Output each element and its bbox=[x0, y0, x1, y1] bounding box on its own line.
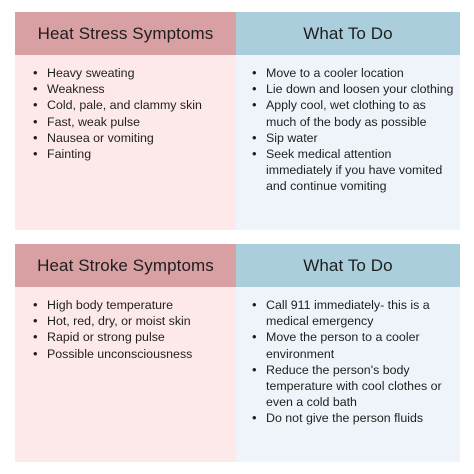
heat-stress-actions-list bbox=[248, 65, 454, 195]
list-item: • Move to a cooler location bbox=[248, 65, 454, 81]
list-item: • Sip water bbox=[248, 130, 454, 146]
list-item: • Hot, red, dry, or moist skin bbox=[29, 313, 230, 329]
list-item: • Possible unconsciousness bbox=[29, 346, 230, 362]
heat-stress-symptoms-list bbox=[29, 65, 230, 162]
list-item: • Rapid or strong pulse bbox=[29, 329, 230, 345]
list-item: • Call 911 immediately- this is a medical emergency bbox=[248, 297, 454, 329]
heat-stroke-table bbox=[15, 244, 460, 462]
list-item: • Cold, pale, and clammy skin bbox=[29, 97, 230, 113]
list-item: • Apply cool, wet clothing to as much of the body as possible bbox=[248, 97, 454, 129]
heat-stroke-actions-cell bbox=[236, 287, 460, 462]
list-item: • Move the person to a cooler environment bbox=[248, 329, 454, 361]
heat-stroke-symptoms-list bbox=[29, 297, 230, 362]
heat-stroke-header-row bbox=[15, 244, 460, 287]
list-item: • Weakness bbox=[29, 81, 230, 97]
list-item: • Seek medical attention immediately if you have vomited and continue vomiting bbox=[248, 146, 454, 195]
heat-stroke-what-to-do-header: What To Do bbox=[236, 244, 460, 287]
list-item: • Fainting bbox=[29, 146, 230, 162]
heat-stress-what-to-do-header: What To Do bbox=[236, 12, 460, 55]
list-item: • Heavy sweating bbox=[29, 65, 230, 81]
heat-stroke-body-row bbox=[15, 287, 460, 462]
heat-stress-body-row bbox=[15, 55, 460, 230]
heat-stroke-actions-list bbox=[248, 297, 454, 427]
heat-stress-symptoms-header: Heat Stress Symptoms bbox=[15, 12, 236, 55]
heat-stroke-symptoms-cell bbox=[15, 287, 236, 462]
heat-stroke-symptoms-header: Heat Stroke Symptoms bbox=[15, 244, 236, 287]
heat-stress-header-row bbox=[15, 12, 460, 55]
list-item: • Lie down and loosen your clothing bbox=[248, 81, 454, 97]
list-item: • Reduce the person's body temperature with cool clothes or even a cold bath bbox=[248, 362, 454, 411]
list-item: • Do not give the person fluids bbox=[248, 410, 454, 426]
heat-stress-table bbox=[15, 12, 460, 230]
list-item: • Fast, weak pulse bbox=[29, 114, 230, 130]
list-item: • Nausea or vomiting bbox=[29, 130, 230, 146]
heat-stress-actions-cell bbox=[236, 55, 460, 230]
heat-stress-symptoms-cell bbox=[15, 55, 236, 230]
list-item: • High body temperature bbox=[29, 297, 230, 313]
